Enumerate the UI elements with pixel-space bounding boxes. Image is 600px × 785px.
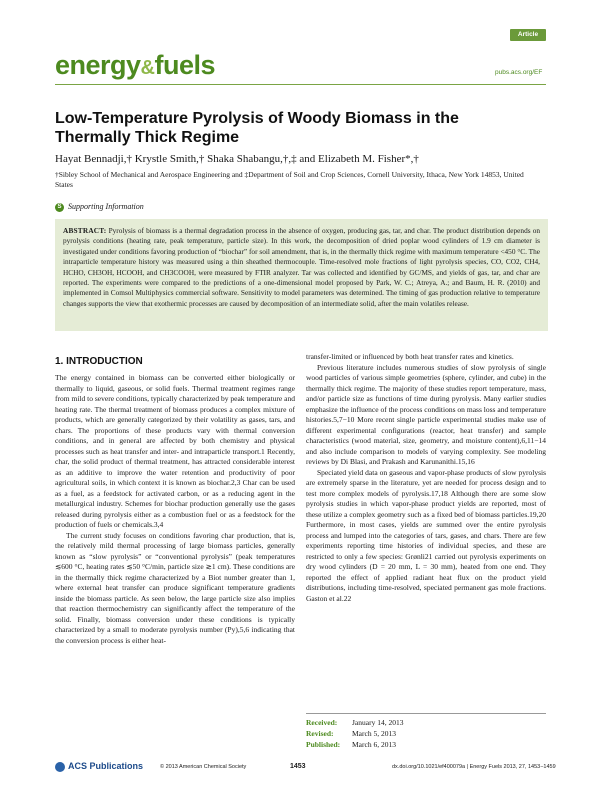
publisher-name: ACS Publications bbox=[68, 761, 144, 771]
paragraph: The energy contained in biomass can be converted either biologically or thermally to liquid, gaseous, or solid fuels. Thermal treatment regimes range from mild to severe conditions, typically characterized by peak temperature and heating rate. The thermal treatment of biomass produces a complex mixture of products, which are generally categorized by their volatility as gases, tars, and chars. The proportions of these products vary with thermal conversion conditions, and in general are affected by both chemistry and physical processes such as heat transfer and inter- and intraparticle transport.1 Recently, char, the solid product of thermal treatment, has attracted considerable interest as an additive to improve the water retention and productivity of poor agricultural soils, in which context it is known as biochar.2,3 Char can be used as a fuel, as a feedstock for activated carbon, or as a reducing agent in the metallurgical industry. Schemes for biochar production generally use the gases released during pyrolysis either as a combustion fuel or as a feedstock for the production of fuels or chemicals.3,4 bbox=[55, 373, 295, 529]
publisher-logo[interactable] bbox=[55, 761, 143, 772]
author-list[interactable]: Hayat Bennadji,† Krystle Smith,† Shaka Shabangu,†,‡ and Elizabeth M. Fisher*,† bbox=[55, 153, 419, 165]
paragraph: transfer-limited or influenced by both heat transfer rates and kinetics. bbox=[306, 352, 514, 361]
supporting-info-icon: S bbox=[55, 203, 64, 212]
doi-citation[interactable]: dx.doi.org/10.1021/ef400079a | Energy Fuels 2013, 27, 1453−1459 bbox=[392, 764, 556, 770]
article-type-tag: Article bbox=[510, 29, 546, 41]
paragraph: Speciated yield data on gaseous and vapor-phase products of slow pyrolysis are extremely sparse in the literature, yet are needed for process design and to test more complex models of pyrolysis.17,18 Although there are some slow pyrolysis studies in which vapor-phase product yields are reported, most of these utilize a complex geometry such as a fixed bed of biomass particles.19,20 Furthermore, in most cases, yields are summed over the entire pyrolysis process and lumped into the categories of tars, gases, and chars. There are few experiments reporting time histories of individual species, and these are restricted to only a few species: Grønli21 carried out pyrolysis experiments on dry wood cylinders (D = 20 mm, L = 30 mm), heated from one end. They reported the effect of applied radiant heat flux on the product yield distributions, including time-resolved, speciated permanent gas mole fractions. Gaston et al.22 bbox=[306, 467, 546, 603]
journal-logo-amp: & bbox=[140, 57, 155, 79]
acs-logo-icon bbox=[55, 762, 65, 772]
date-label: Published: bbox=[306, 740, 341, 749]
journal-logo-left: energy bbox=[55, 50, 141, 80]
article-title: Low-Temperature Pyrolysis of Woody Biomass in the Thermally Thick Regime bbox=[55, 110, 459, 146]
abstract-box bbox=[55, 219, 548, 331]
date-value: March 5, 2013 bbox=[352, 729, 396, 738]
left-column bbox=[55, 373, 295, 646]
journal-logo[interactable] bbox=[55, 50, 215, 81]
supporting-info-label: Supporting Information bbox=[68, 202, 144, 211]
date-label: Received: bbox=[306, 718, 338, 727]
abstract-text: Pyrolysis of biomass is a thermal degradation process in the absence of oxygen, producing gas, tar, and char. The product distribution depends on pyrolysis conditions (heating rate, peak temperature, particle size). In this work, the decomposition of dried poplar wood cylinders of 1.9 cm diameter is investigated under conditions favoring production of “biochar” for soil amendment, that is, in the thermally thick regime with maximum temperature <450 °C. The intraparticle temperature history was measured using a thin sheathed thermocouple. Time-resolved mole fractions of light pyrolysis species, CO, CO2, CH4, HCHO, CH3OH, HCOOH, and CH3COOH, were measured by FTIR analyzer. Tar was collected and identified by GC/MS, and yields of gas, tar, and char are reported. The experiments were compared to the predictions of a one-dimensional model proposed by Park, W. C.; Atreya, A.; and Baum, H. R. (2010) and implemented in Comsol Multiphysics commercial software. Sensitivity to model parameters was determined. The timing of gas production relative to temperature changes supports the view that exothermic processes are caused by decomposition of an intermediate solid, after the main volatiles release. bbox=[63, 226, 540, 308]
date-row bbox=[306, 717, 546, 728]
supporting-info-link[interactable] bbox=[55, 202, 144, 212]
paragraph: The current study focuses on conditions favoring char production, that is, the relatively mild thermal processing of large biomass particles, generally known as “slow pyrolysis” or “conventional pyrolysis” (peak temperatures ≲600 °C, heating rates ≲50 °C/min, particle size ≳1 cm). These conditions are in the thermally thick regime characterized by a Biot number greater than 1, where external heat transfer can produce significant temperature gradients inside the biomass particle. As seen below, the large particle size also implies that reaction thermochemistry can significantly affect the temperature of the solid. Finally, biomass conversion under these conditions is typically characterized by a small to moderate pyrolysis number (Py),5,6 indicating that the conversion process is either heat- bbox=[55, 530, 295, 645]
section-heading: 1. INTRODUCTION bbox=[55, 356, 143, 367]
paragraph: Previous literature includes numerous studies of slow pyrolysis of single wood particles of various simple geometries (sphere, cylinder, and cube) in the thermally thick regime. The majority of these studies report temperature, mass, and/or particle size as functions of time during pyrolysis. Many earlier studies emphasize the influence of the process conditions on mass loss and temperature histories.5,7−10 More recent single particle experimental studies make use of different experimental configurations (reactor, heat transfer) and sample characteristics (wood material, size, geometry, and moisture content),6,11−14 and also include comparison to models of varying complexity. See modeling reviews by Di Blasi, and Prakash and Karunanithi.15,16 bbox=[306, 362, 546, 466]
page-number: 1453 bbox=[290, 763, 306, 770]
date-row bbox=[306, 728, 546, 739]
date-value: January 14, 2013 bbox=[352, 718, 404, 727]
publication-dates bbox=[306, 713, 546, 750]
date-value: March 6, 2013 bbox=[352, 740, 396, 749]
right-column bbox=[306, 352, 546, 604]
affiliations: †Sibley School of Mechanical and Aerospace Engineering and ‡Department of Soil and Crop Sciences, Cornell University, Ithaca, New York 14853, United States bbox=[55, 170, 524, 189]
abstract-label: ABSTRACT: bbox=[63, 226, 107, 235]
journal-logo-right: fuels bbox=[154, 50, 216, 80]
date-row bbox=[306, 739, 546, 750]
journal-url[interactable]: pubs.acs.org/EF bbox=[495, 69, 543, 76]
date-label: Revised: bbox=[306, 729, 334, 738]
header-divider bbox=[55, 84, 546, 85]
copyright-notice: © 2013 American Chemical Society bbox=[160, 764, 247, 770]
